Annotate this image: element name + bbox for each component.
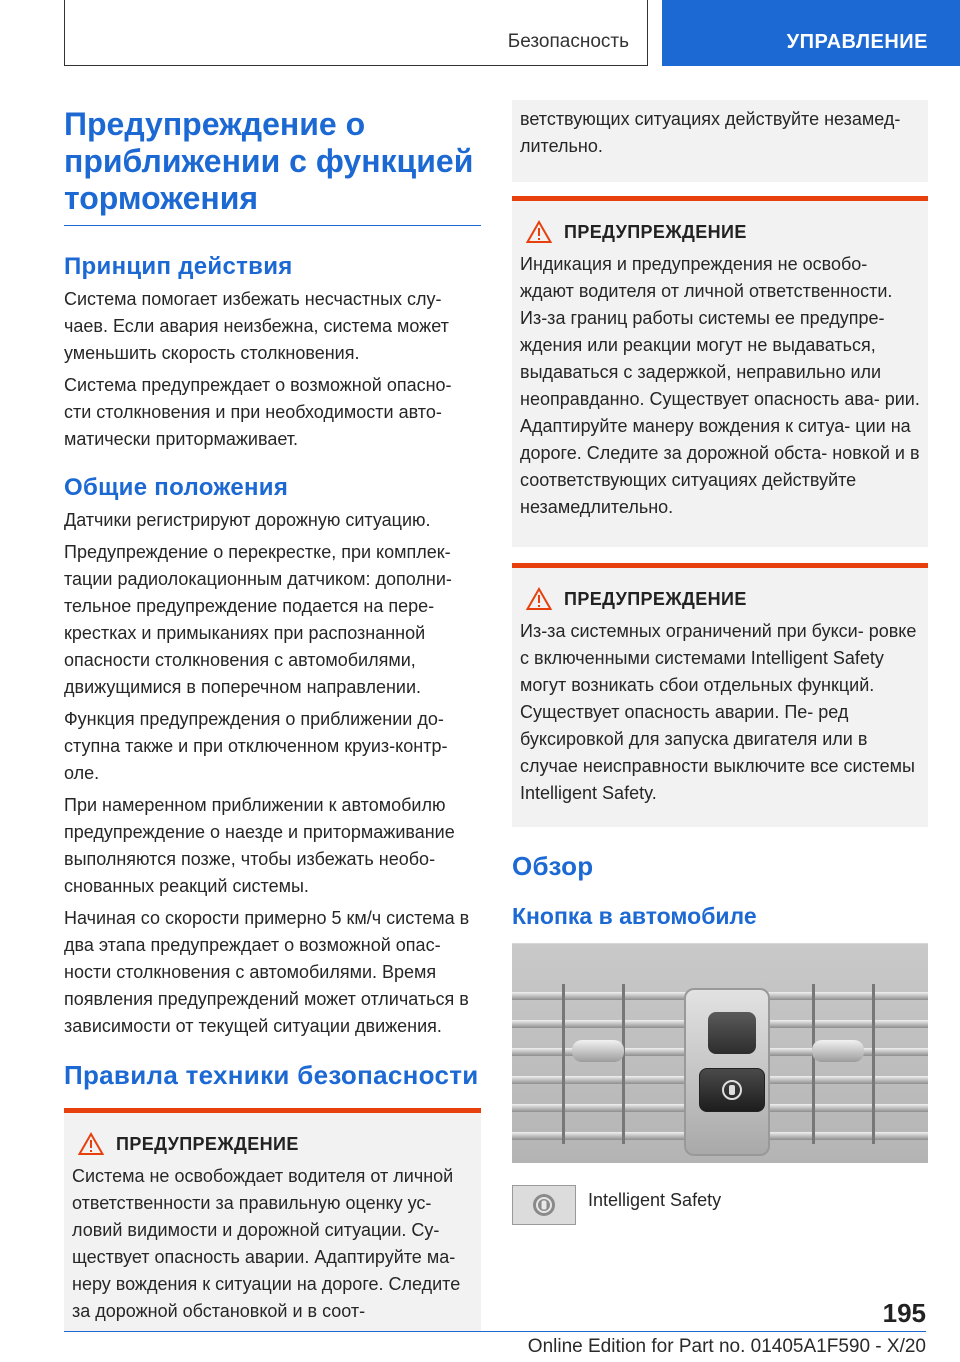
warning-title <box>520 215 920 249</box>
warning-label: ПРЕДУПРЕЖДЕНИЕ <box>116 1133 299 1154</box>
warning-triangle-icon <box>526 587 552 611</box>
left-column <box>64 100 481 1331</box>
header-section-tab <box>64 0 648 66</box>
general-paragraph: Функция предупреждения о приближении до- ступна также и при отключенном круиз-контр- оле. <box>64 709 448 783</box>
general-paragraph: Предупреждение о перекрестке, при комплек- тации радиолокационным датчиком: дополни- тельное предупреждение подается на пере- крестках и примыканиях при распознанной опасности столкновения с автомобилями, движущимися в поперечном направлении. <box>64 542 452 697</box>
warning-title <box>72 1127 473 1161</box>
legend-label: Intelligent Safety <box>588 1190 722 1210</box>
legend-row <box>512 1185 928 1225</box>
warning-title <box>520 582 920 616</box>
vehicle-button-illustration <box>512 943 928 1163</box>
general-paragraph: При намеренном приближении к автомобилю предупреждение о наезде и притормаживание выполняются позже, чтобы избежать необо- снованных реакций системы. <box>64 795 455 896</box>
warning-text: Индикация и предупреждения не освобо- ждают водителя от личной ответственности. Из-за границ работы системы ее предупре- ждения или реакции могут не выдаваться, выдаваться с задержкой, неправильно или неоправданно. Существует опасность ава- рии. Адаптируйте манеру вождения к ситуа- ции на дороге. Следите за дорожной обста- новкой и в соответствующих ситуациях действуйте незамедлительно. <box>520 254 920 517</box>
warning-triangle-icon <box>78 1132 104 1156</box>
page-title: Предупреждение о приближении с функцией торможения <box>64 100 481 226</box>
header-chapter-tab <box>662 0 960 66</box>
header-chapter-title: УПРАВЛЕНИЕ <box>786 31 928 53</box>
general-paragraph: Датчики регистрируют дорожную ситуацию. <box>64 510 431 530</box>
overview-subheading: Кнопка в автомобиле <box>512 903 757 929</box>
warning-text: Система не освобождает водителя от личной ответственности за правильную оценку ус- ловий видимости и дорожной ситуации. Су- ществует опасность аварии. Адаптируйте ма- неру вождения к ситуации на дороге. Следите за дорожной обстановкой и в соот- <box>72 1166 461 1321</box>
warning-box <box>512 196 928 547</box>
warning-continuation-text: ветствующих ситуациях действуйте незамед- лительно. <box>520 109 901 156</box>
warning-label: ПРЕДУПРЕЖДЕНИЕ <box>564 221 747 242</box>
footer-divider <box>64 1331 926 1332</box>
warning-box <box>512 563 928 827</box>
intelligent-safety-button <box>699 1068 765 1112</box>
upper-button <box>708 1012 756 1054</box>
intelligent-safety-icon <box>530 1191 558 1219</box>
general-paragraph: Начиная со скорости примерно 5 км/ч система в два этапа предупреждает о возможной опас- ности столкновения с автомобилями. Время появления предупреждений может отличаться в зависимости от текущей ситуации движения. <box>64 908 470 1036</box>
header-section-title: Безопасность <box>507 31 629 52</box>
right-column <box>512 100 928 1225</box>
legend-icon-box <box>512 1185 576 1225</box>
warning-continuation <box>512 100 928 182</box>
warning-triangle-icon <box>526 220 552 244</box>
principle-paragraph: Система помогает избежать несчастных слу- чаев. Если авария неизбежна, система может уменьшить скорость столкновения. <box>64 289 449 363</box>
general-heading: Общие положения <box>64 474 289 501</box>
principle-heading: Принцип действия <box>64 253 293 280</box>
safety-heading: Правила техники безопасности <box>64 1060 479 1090</box>
warning-label: ПРЕДУПРЕЖДЕНИЕ <box>564 588 747 609</box>
warning-box <box>64 1108 481 1331</box>
warning-text: Из-за системных ограничений при букси- ровке с включенными системами Intelligent Safety могут возникать сбои отдельных функций. Существует опасность аварии. Пе- ред буксировкой для запуска двигателя или в случае неисправности выключите все системы Intelligent Safety. <box>520 621 917 803</box>
principle-paragraph: Система предупреждает о возможной опасно- сти столкновения и при необходимости авто- матически притормаживает. <box>64 375 452 449</box>
overview-heading: Обзор <box>512 851 594 881</box>
page-number: 195 <box>882 1298 926 1328</box>
footer-edition: Online Edition for Part no. 01405A1F590 - X/20 <box>527 1336 926 1357</box>
intelligent-safety-icon <box>700 1069 764 1111</box>
